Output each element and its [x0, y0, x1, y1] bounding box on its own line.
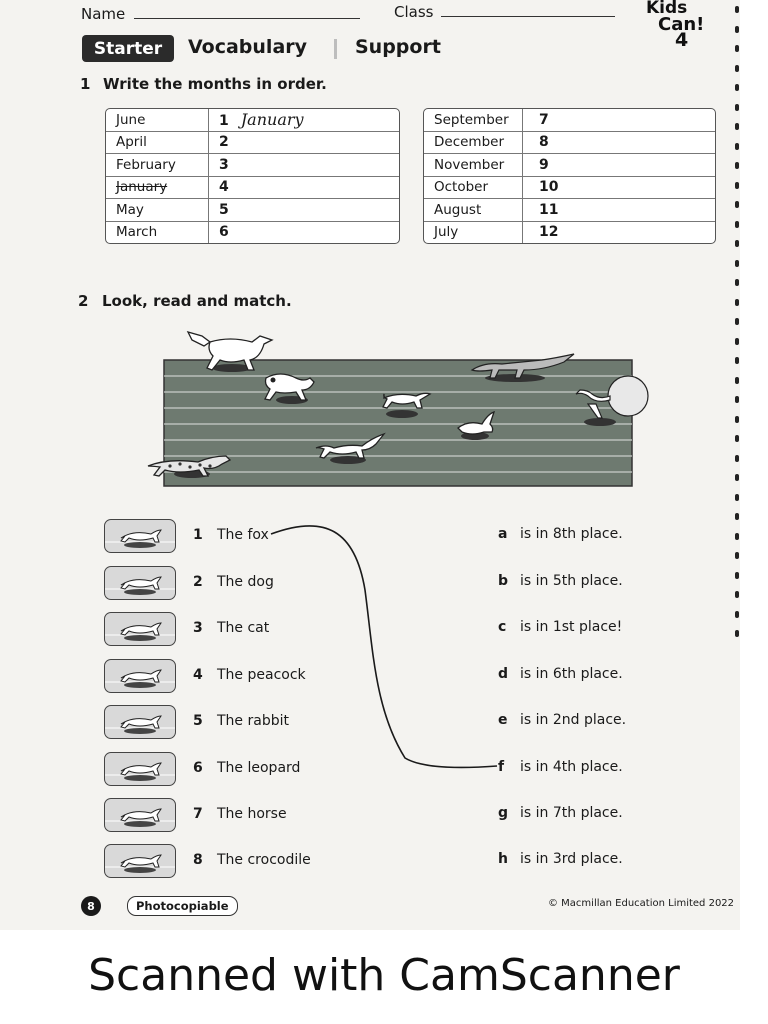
binder-hole: [735, 455, 739, 462]
animal-label[interactable]: The horse: [217, 806, 287, 822]
rabbit-icon: [104, 705, 176, 739]
binder-hole: [735, 533, 739, 540]
binder-hole: [735, 396, 739, 403]
month-row: [424, 154, 715, 177]
fox-icon: [104, 519, 176, 553]
month-name: March: [116, 224, 158, 241]
order-number: 2: [219, 134, 229, 151]
month-name: April: [106, 132, 208, 155]
order-number: 4: [219, 179, 229, 196]
binder-hole: [735, 123, 739, 130]
starter-badge: Starter: [82, 35, 174, 62]
month-row: [106, 109, 399, 132]
crocodile-icon: [104, 844, 176, 878]
month-name: September: [424, 109, 522, 132]
order-number: 6: [219, 224, 229, 241]
class-line: [441, 16, 615, 17]
binder-hole: [735, 435, 739, 442]
place-clue[interactable]: is in 1st place!: [520, 619, 623, 635]
page-number: 8: [81, 896, 101, 916]
month-order-cell[interactable]: [208, 222, 399, 244]
binder-hole: [735, 6, 739, 13]
horse-icon: [104, 798, 176, 832]
page-title: Vocabulary: [188, 36, 308, 58]
month-order-cell[interactable]: 12: [522, 222, 715, 244]
binder-hole: [735, 591, 739, 598]
binder-hole: [735, 494, 739, 501]
animal-label[interactable]: The cat: [217, 620, 270, 636]
kids-can-logo: [640, 0, 720, 58]
logo-text-2: Can!: [658, 14, 705, 35]
exercise-1-instruction: Write the months in order.: [103, 75, 327, 93]
binder-hole: [735, 45, 739, 52]
leopard-icon: [104, 752, 176, 786]
exercise-1-number: 1: [80, 75, 91, 93]
animal-number: 6: [193, 760, 203, 776]
month-order-cell[interactable]: 9: [522, 154, 715, 177]
month-name: August: [424, 199, 522, 222]
name-label: Name: [81, 5, 126, 23]
place-letter: f: [498, 759, 505, 775]
binder-hole: [735, 104, 739, 111]
month-name: January: [106, 177, 208, 200]
month-name: February: [106, 154, 208, 177]
exercise-2-number: 2: [78, 292, 89, 310]
animal-label[interactable]: The dog: [217, 574, 274, 590]
animal-label[interactable]: The rabbit: [217, 713, 289, 729]
place-letter: b: [498, 573, 509, 589]
month-order-cell[interactable]: 10: [522, 177, 715, 200]
logo-text-1: Kids: [646, 0, 688, 18]
binder-hole: [735, 611, 739, 618]
handwritten-answer: January: [240, 110, 304, 130]
peacock-icon: [104, 659, 176, 693]
animal-label[interactable]: The crocodile: [217, 852, 311, 868]
month-row: [106, 177, 399, 200]
binder-hole: [735, 279, 739, 286]
month-row: [106, 199, 399, 222]
month-row: [424, 177, 715, 200]
animal-number: 8: [193, 852, 203, 868]
binder-hole: [735, 377, 739, 384]
months-table-right: [423, 108, 716, 244]
month-order-cell[interactable]: [208, 109, 399, 132]
month-order-cell[interactable]: [208, 199, 399, 222]
place-clue[interactable]: is in 6th place.: [520, 666, 623, 682]
month-name: October: [424, 177, 522, 200]
place-clue[interactable]: is in 3rd place.: [520, 851, 623, 867]
name-line: [134, 18, 360, 19]
binder-hole: [735, 65, 739, 72]
binder-hole: [735, 143, 739, 150]
place-clue[interactable]: is in 8th place.: [520, 526, 623, 542]
month-row: [424, 222, 715, 244]
animal-number: 2: [193, 574, 203, 590]
binder-hole: [735, 182, 739, 189]
title-divider: [334, 39, 337, 59]
month-row: [424, 199, 715, 222]
month-row: [424, 109, 715, 132]
animal-number: 5: [193, 713, 203, 729]
binder-hole: [735, 240, 739, 247]
animal-label[interactable]: The leopard: [217, 760, 301, 776]
month-row: [106, 222, 399, 244]
copyright-text: © Macmillan Education Limited 2022: [548, 898, 735, 909]
month-name: December: [424, 132, 522, 155]
binder-hole: [735, 338, 739, 345]
month-row: [106, 154, 399, 177]
months-table-left: [105, 108, 400, 244]
month-name: November: [424, 154, 522, 177]
month-name: June: [106, 109, 208, 132]
month-order-cell[interactable]: [208, 132, 399, 155]
month-row: [106, 132, 399, 155]
binder-hole: [735, 513, 739, 520]
binder-hole: [735, 299, 739, 306]
place-letter: e: [498, 712, 508, 728]
binder-hole: [735, 572, 739, 579]
place-letter: c: [498, 619, 507, 635]
month-order-cell[interactable]: [208, 154, 399, 177]
place-letter: g: [498, 805, 509, 821]
month-order-cell[interactable]: 8: [522, 132, 715, 155]
month-order-cell[interactable]: 7: [522, 109, 715, 132]
race-track-illustration: [140, 320, 660, 490]
order-number: 5: [219, 201, 229, 218]
month-order-cell[interactable]: [208, 177, 399, 200]
binder-hole: [735, 221, 739, 228]
binder-hole: [735, 357, 739, 364]
month-name: July: [434, 224, 459, 241]
scanner-watermark: Scanned with CamScanner: [88, 950, 680, 1001]
place-letter: a: [498, 526, 508, 542]
binder-hole: [735, 630, 739, 637]
logo-text-3: 4: [675, 29, 689, 51]
dog-icon: [104, 566, 176, 600]
binder-hole: [735, 201, 739, 208]
binder-hole: [735, 552, 739, 559]
binder-hole: [735, 26, 739, 33]
animal-number: 7: [193, 806, 203, 822]
binder-hole: [735, 84, 739, 91]
place-clue[interactable]: is in 4th place.: [520, 759, 623, 775]
binder-hole: [735, 162, 739, 169]
binder-hole: [735, 474, 739, 481]
place-clue[interactable]: is in 7th place.: [520, 805, 623, 821]
binder-hole: [735, 318, 739, 325]
binder-hole: [735, 416, 739, 423]
order-number: 3: [219, 156, 229, 173]
cat-icon: [104, 612, 176, 646]
place-letter: d: [498, 666, 509, 682]
animal-label[interactable]: The fox: [217, 527, 269, 543]
binder-hole: [735, 260, 739, 267]
month-name: May: [106, 199, 208, 222]
page-subtitle: Support: [355, 36, 441, 58]
class-label: Class: [394, 3, 434, 21]
order-number: 1: [219, 113, 229, 130]
place-letter: h: [498, 851, 508, 867]
animal-label[interactable]: The peacock: [217, 667, 306, 683]
place-clue[interactable]: is in 2nd place.: [520, 712, 627, 728]
month-order-cell[interactable]: 11: [522, 199, 715, 222]
place-clue[interactable]: is in 5th place.: [520, 573, 623, 589]
example-match-line: [265, 520, 515, 780]
exercise-2-instruction: Look, read and match.: [102, 292, 292, 310]
animal-number: 4: [193, 667, 203, 683]
animal-number: 3: [193, 620, 203, 636]
month-row: [424, 132, 715, 155]
animal-number: 1: [193, 527, 203, 543]
photocopiable-label: Photocopiable: [127, 896, 238, 916]
